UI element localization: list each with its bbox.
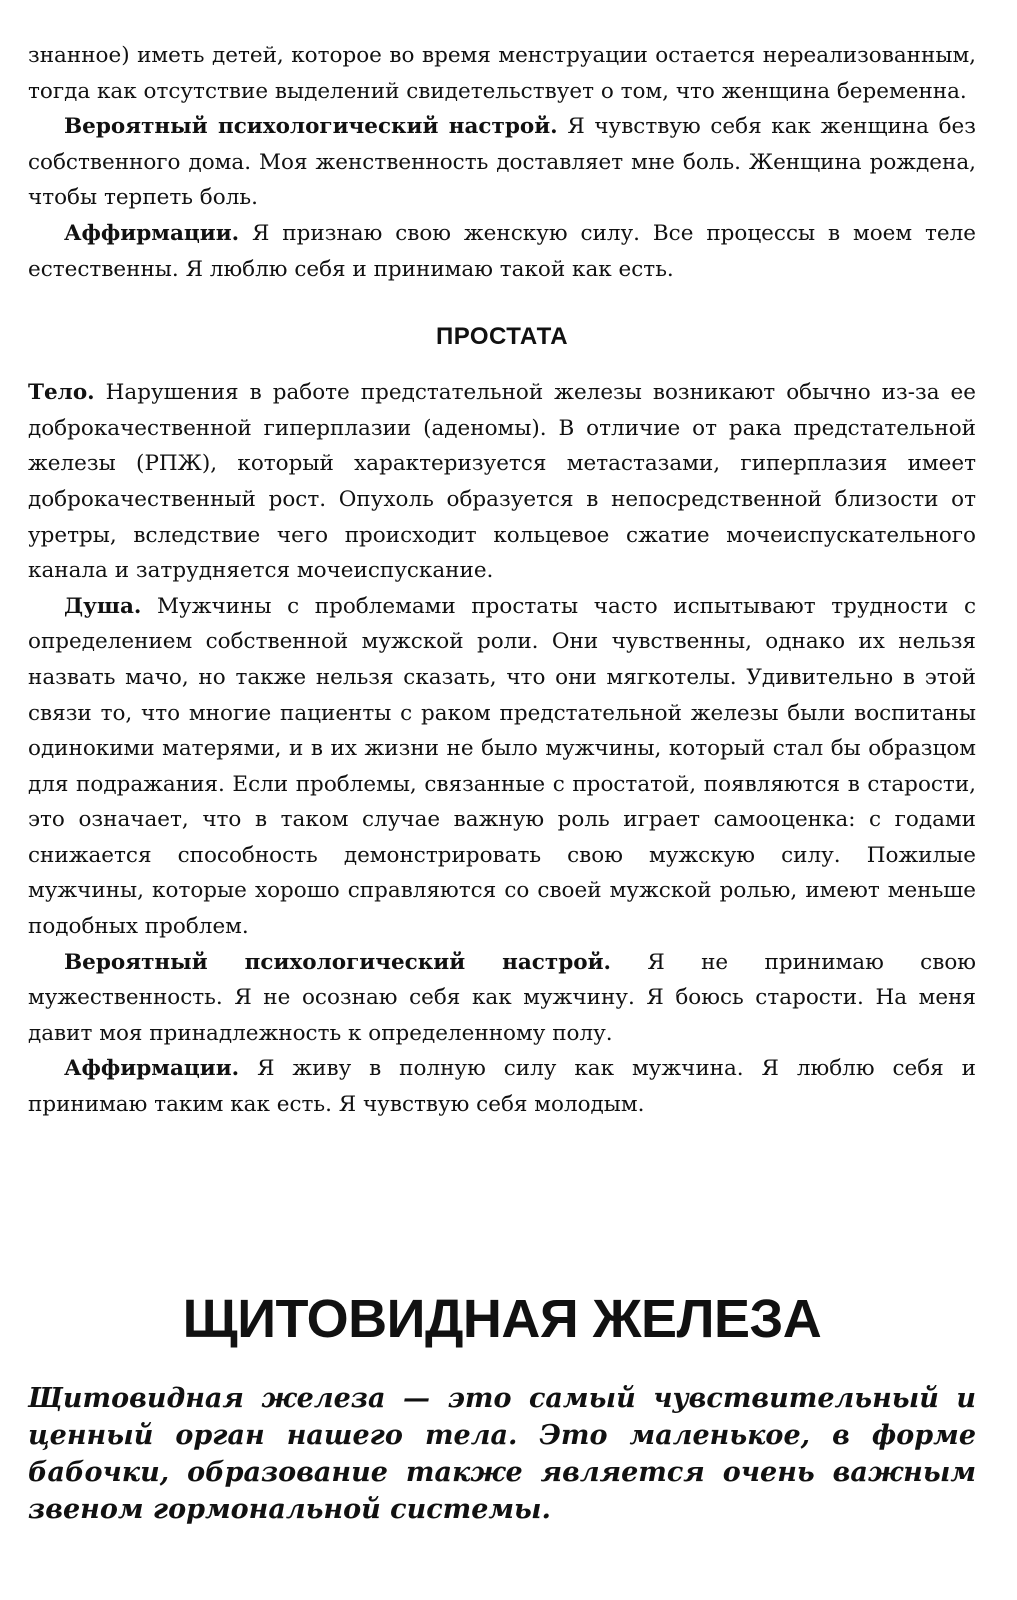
affirmation-text-2: Я живу в полную силу как мужчина. Я люблю себя и принимаю таким как есть. Я чувствую себя молодым. xyxy=(28,1056,976,1118)
chapter-title: ЩИТОВИДНАЯ ЖЕЛЕЗА xyxy=(182,1289,822,1349)
affirmation-paragraph-2 xyxy=(28,1051,976,1122)
mood-paragraph-2 xyxy=(28,945,976,1052)
soul-paragraph xyxy=(28,589,976,945)
chapter-intro: Щитовидная железа — это самый чувствительный и ценный орган нашего тела. Это маленькое, в форме бабочки, образование также является очень важным звеном гормональной системы. xyxy=(28,1383,976,1525)
section-title-prostate: ПРОСТАТА xyxy=(435,323,569,351)
affirmation-paragraph-1 xyxy=(28,216,976,287)
mood-text-1: Я чувствую себя как женщина без собственного дома. Моя женственность доставляет мне боль. Женщина рождена, чтобы терпеть боль. xyxy=(28,114,976,211)
body-paragraph xyxy=(28,375,976,589)
page-body xyxy=(28,38,976,1525)
mood-text-2: Я не принимаю свою мужественность. Я не осознаю себя как мужчину. Я боюсь старости. На меня давит моя принадлежность к определенному полу. xyxy=(28,949,976,1046)
soul-lead: Душа. xyxy=(64,593,142,619)
soul-text: Мужчины с проблемами простаты часто испытывают трудности с определением собственной мужской роли. Они чувственны, однако их нельзя назвать мачо, но также нельзя сказать, что они мягкотелы. Удивительно в этой связи то, что многие пациенты с раком предстательной железы были воспитаны одинокими матерями, и в их жизни не было мужчины, который стал бы образцом для подражания. Если проблемы, связанные с простатой, появляются в старости, это означает, что в таком случае важную роль играет самооценка: с годами снижается способность демонстрировать свою мужскую силу. Пожилые мужчины, которые хорошо справляются со своей мужской ролью, имеют меньше подобных проблем. xyxy=(28,593,976,940)
affirmation-lead-2: Аффирмации. xyxy=(64,1056,240,1082)
mood-paragraph-1 xyxy=(28,109,976,216)
affirmation-lead-1: Аффирмации. xyxy=(64,220,240,246)
body-text: Нарушения в работе предстательной железы возникают обычно из-за ее доброкачественной гиперплазии (аденомы). В отличие от рака предстательной железы (РПЖ), который характеризуется метастазами, гиперплазия имеет доброкачественный рост. Опухоль образуется в непосредственной близости от уретры, вследствие чего происходит кольцевое сжатие мочеиспускательного канала и затрудняется мочеиспускание. xyxy=(28,380,976,584)
affirmation-text-1: Я признаю свою женскую силу. Все процессы в моем теле естественны. Я люблю себя и принимаю такой как есть. xyxy=(28,220,976,282)
mood-lead-1: Вероятный психологический настрой. xyxy=(64,114,558,140)
continued-paragraph: знанное) иметь детей, которое во время менструации остается нереализованным, тогда как отсутствие выделений свидетельствует о том, что женщина беременна. xyxy=(28,43,976,104)
mood-lead-2: Вероятный психологический настрой. xyxy=(64,949,612,975)
body-lead: Тело. xyxy=(28,380,95,406)
